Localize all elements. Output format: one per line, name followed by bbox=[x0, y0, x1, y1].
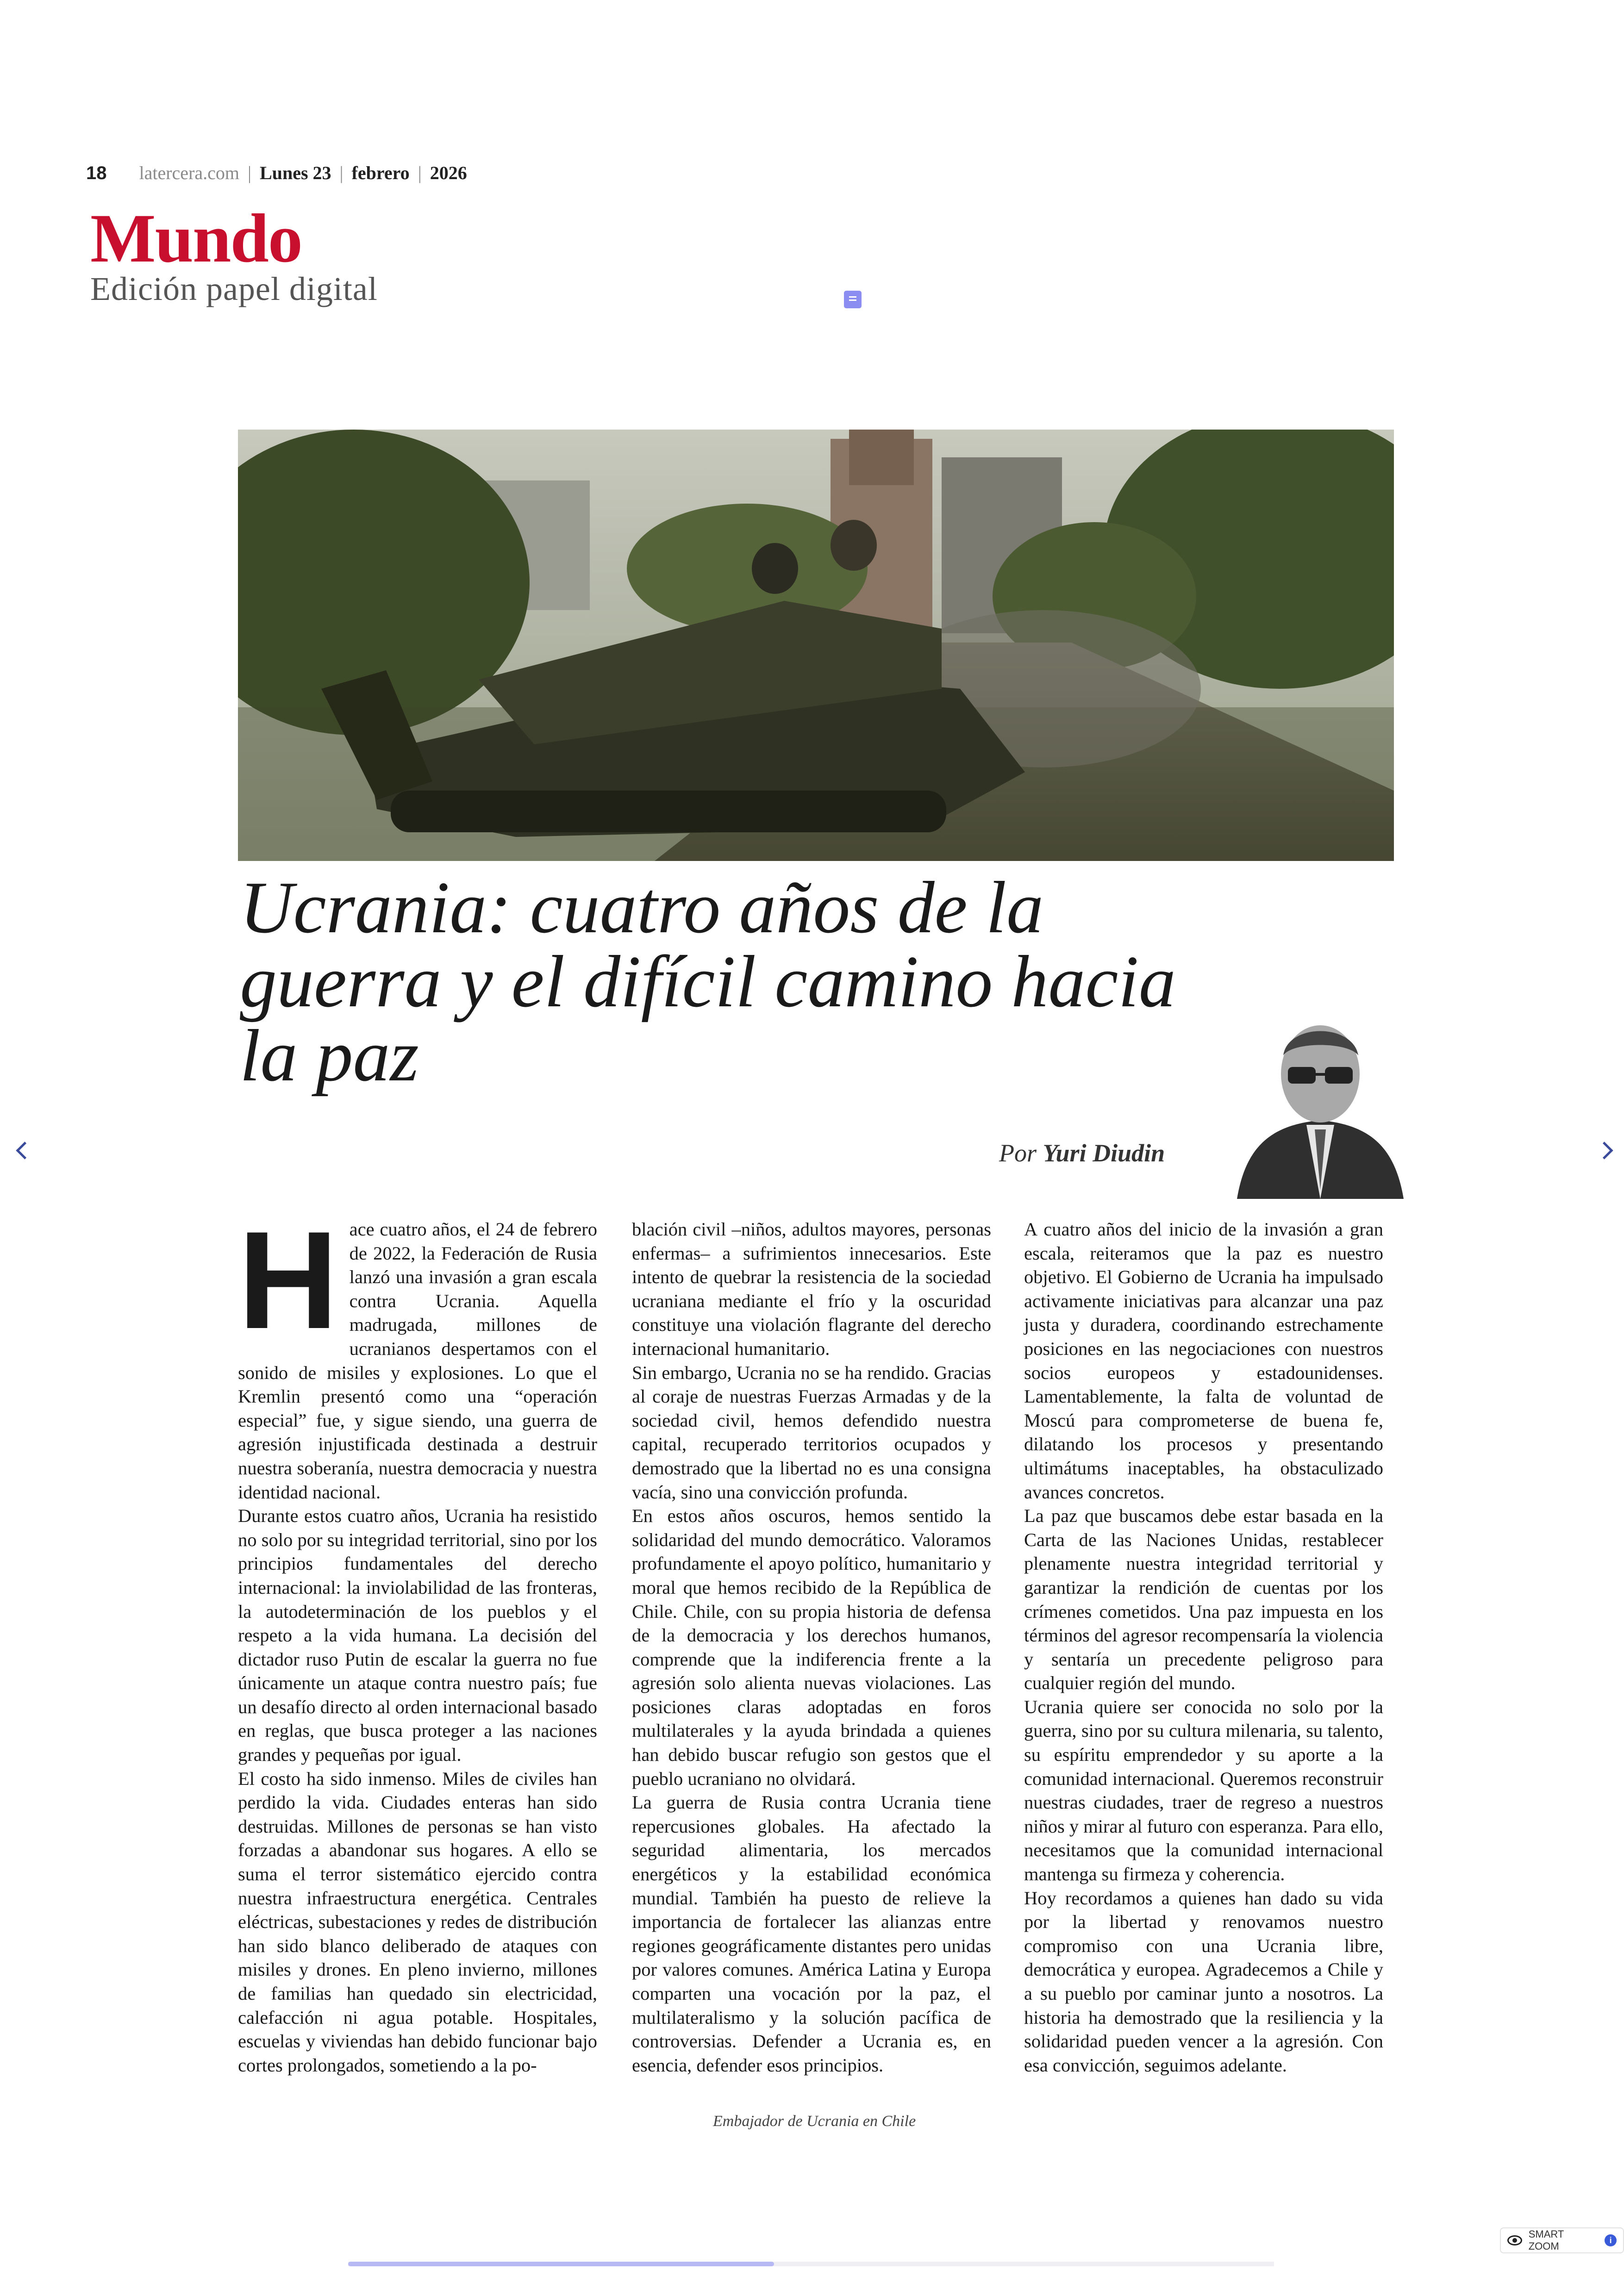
article-column-2 bbox=[632, 1217, 991, 2077]
page-number: 18 bbox=[86, 163, 107, 183]
paragraph: Hoy recordamos a quienes han dado su vida por la libertad y renovamos nuestro compromiso con una Ucrania libre, democrática y europea. Agradecemos a Chile y a su pueblo por caminar junto a nosotros. La historia ha demostrado que la resiliencia y la solidaridad pueden vencer a la agresión. Con esa convicción, seguimos adelante. bbox=[1024, 1887, 1383, 2076]
paragraph bbox=[238, 1202, 597, 1504]
date-year: 2026 bbox=[430, 162, 467, 183]
author-caption: Embajador de Ucrania en Chile bbox=[713, 2113, 916, 2130]
separator: | bbox=[248, 162, 252, 183]
author-name: Yuri Diudin bbox=[1043, 1139, 1165, 1167]
paragraph: A cuatro años del inicio de la invasión a gran escala, reiteramos que la paz es nuestro objetivo. El Gobierno de Ucrania ha impulsado activamente iniciativas para alcanzar una paz justa y duradera, coordinando estrechamente posiciones en las negociaciones con nuestros socios europeos y estadounidenses. Lamentablemente, la falta de voluntad de Moscú para comprometerse de buena fe, dilatando los procesos y presentando ultimátums inaceptables, ha obstaculizado avances concretos. bbox=[1024, 1219, 1383, 1503]
headline: Ucrania: cuatro años de la guerra y el difícil camino hacia la paz bbox=[240, 866, 1176, 1097]
date-month: febrero bbox=[351, 162, 410, 183]
author-portrait bbox=[1228, 1004, 1413, 1199]
paragraph: La guerra de Rusia contra Ucrania tiene repercusiones globales. Ha afectado la seguridad alimentaria, los mercados energéticos y la estabilidad económica mundial. También ha puesto de relieve la importancia de fortalecer las alianzas entre regiones geográficamente distantes pero unidas por valores comunes. América Latina y Europa comparten una vocación por la paz, el multilateralismo y la solución pacífica de controversias. Defender a Ucrania es, en esencia, defender esos principios. bbox=[632, 1792, 991, 2076]
article-column-3 bbox=[1024, 1217, 1383, 2077]
paragraph: En estos años oscuros, hemos sentido la solidaridad del mundo democrático. Valoramos profundamente el apoyo político, humanitario y moral que hemos recibido de la República de Chile. Chile, con su propia historia de defensa de la democracia y los derechos humanos, comprende que la indiferencia frente a la agresión solo alienta nuevas violaciones. Las posiciones claras adoptadas en foros multilaterales y la ayuda brindada a quienes han debido buscar refugio son gestos que el pueblo ucraniano no olvidará. bbox=[632, 1505, 991, 1789]
paragraph: El costo ha sido inmenso. Miles de civiles han perdido la vida. Ciudades enteras han sido destruidas. Millones de personas se han visto forzadas a abandonar sus hogares. A ello se suma el terror sistemático ejercido contra nuestra infraestructura energética. Centrales eléctricas, subestaciones y redes de distribución han sido blanco deliberado de ataques con misiles y drones. En pleno invierno, millones de familias han quedado sin electricidad, calefacción ni agua potable. Hospitales, escuelas y viviendas han debido funcionar bajo cortes prolongados, sometiendo a la po- bbox=[238, 1768, 597, 2076]
article-column-1 bbox=[238, 1202, 597, 2077]
paragraph: Ucrania quiere ser conocida no solo por la guerra, sino por su cultura milenaria, su talento, su espíritu emprendedor y su aporte a la comunidad internacional. Queremos reconstruir nuestras ciudades, traer de regreso a nuestros niños y mirar al futuro con esperanza. Para ello, necesitamos que la comunidad internacional mantenga su firmeza y coherencia. bbox=[1024, 1696, 1383, 1885]
paragraph: Durante estos cuatro años, Ucrania ha resistido no solo por su integridad territorial, sino por los principios fundamentales del derecho internacional: la inviolabilidad de las fronteras, la autodeterminación de los pueblos y el respeto a la vida humana. La decisión del dictador ruso Putin de escalar la guerra no fue únicamente un ataque contra nuestro país; fue un desafío directo al orden internacional basado en reglas, que busca proteger a las naciones grandes y pequeñas por igual. bbox=[238, 1505, 597, 1765]
section-title: Mundo bbox=[90, 200, 302, 277]
paragraph: La paz que buscamos debe estar basada en la Carta de las Naciones Unidas, restablecer plenamente nuestra integridad territorial y garantizar la rendición de cuentas por los crímenes cometidos. Una paz impuesta en los términos del agresor recompensaría la violencia y sentaría un precedente peligroso para cualquier región del mundo. bbox=[1024, 1505, 1383, 1694]
byline-prefix: Por bbox=[999, 1139, 1037, 1167]
page-progress-fill bbox=[348, 2262, 774, 2266]
masthead bbox=[86, 162, 467, 184]
site-name: latercera.com bbox=[139, 162, 240, 183]
section-subtitle: Edición papel digital bbox=[90, 270, 378, 307]
paragraph: Sin embargo, Ucrania no se ha rendido. Gracias al coraje de nuestras Fuerzas Armadas y de la sociedad civil, hemos defendido nuestra capital, recuperado territorios ocupados y demostrado que la libertad no es una consigna vacía, sino una convicción profunda. bbox=[632, 1362, 991, 1503]
paragraph-text: ace cuatro años, el 24 de febrero de 2022, la Federación de Rusia lanzó una invasión a gran escala contra Ucrania. Aquella madrugada, millones de ucranianos despertamos con el sonido de misiles y explosiones. Lo que el Kremlin presentó como una “operación especial” fue, y sigue siendo, una guerra de agresión injustificada destinada a destruir nuestra soberanía, nuestra democracia y nuestra identidad nacional. bbox=[238, 1219, 597, 1503]
note-icon[interactable] bbox=[844, 291, 862, 308]
hero-photo bbox=[238, 430, 1394, 861]
separator: | bbox=[339, 162, 344, 183]
smart-zoom-label: SMART ZOOM bbox=[1528, 2228, 1564, 2252]
info-icon[interactable]: i bbox=[1605, 2234, 1617, 2246]
byline bbox=[999, 1139, 1165, 1167]
author-photo bbox=[1228, 1004, 1413, 1199]
date-day: Lunes 23 bbox=[260, 162, 331, 183]
paragraph: blación civil –niños, adultos mayores, personas enfermas– a sufrimientos innecesarios. Este intento de quebrar la resistencia de la sociedad ucraniana mediante el frío y la oscuridad constituye una violación flagrante del derecho internacional humanitario. bbox=[632, 1219, 991, 1359]
previous-page-chevron-icon[interactable] bbox=[8, 1138, 33, 1163]
separator: | bbox=[418, 162, 422, 183]
smart-zoom-button[interactable] bbox=[1500, 2227, 1624, 2253]
drop-cap: H bbox=[238, 1202, 338, 1358]
next-page-chevron-icon[interactable] bbox=[1593, 1138, 1618, 1163]
armored-vehicle-photo bbox=[238, 430, 1394, 861]
eye-icon bbox=[1507, 2235, 1522, 2245]
